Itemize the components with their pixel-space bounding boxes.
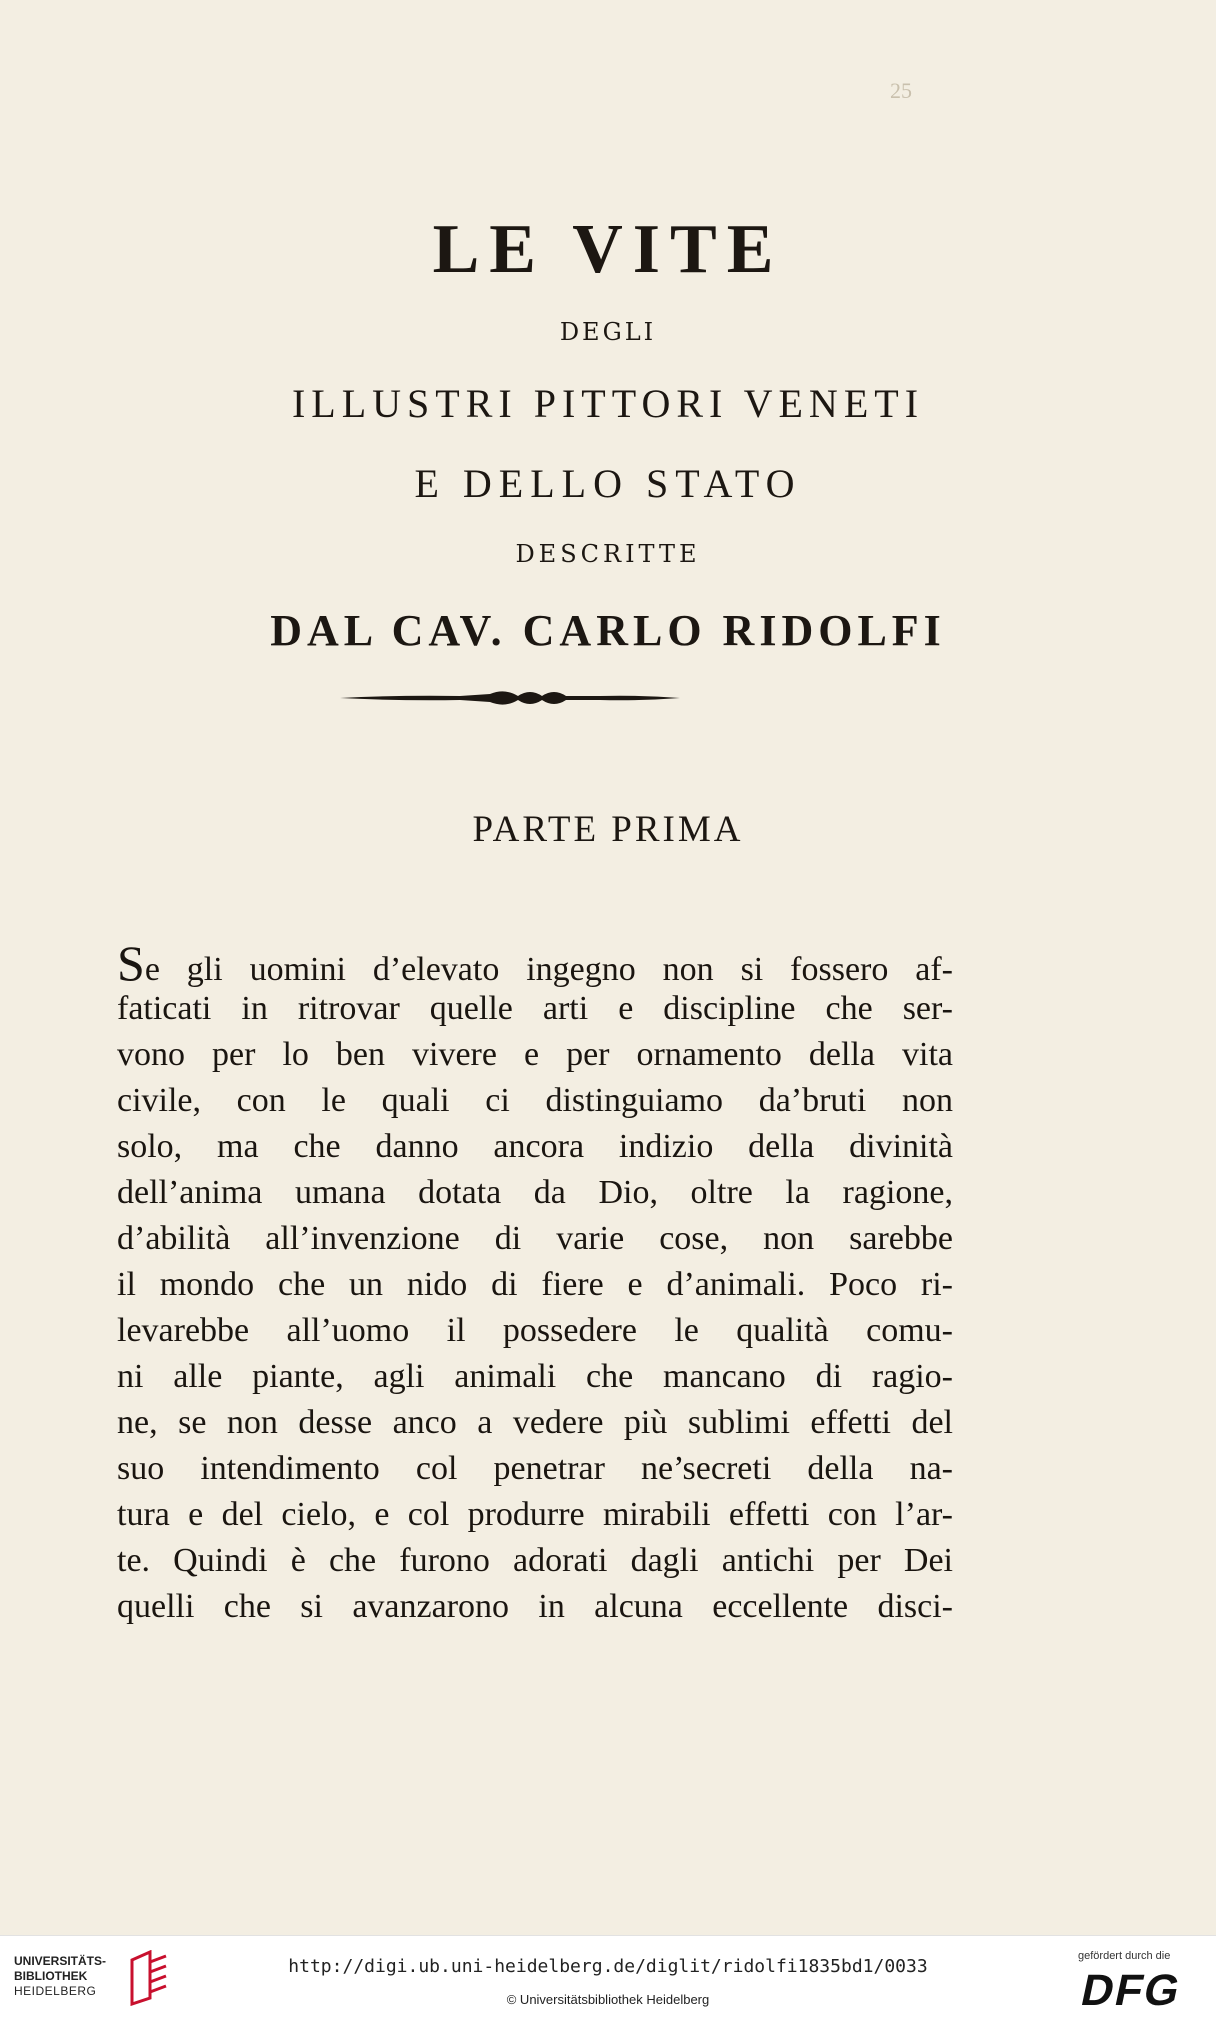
title-subject: ILLUSTRI PITTORI VENETI: [291, 381, 925, 426]
text-line: faticati in ritrovar quelle arti e discipline che ser-: [117, 990, 953, 1027]
copyright-notice: © Universitätsbibliothek Heidelberg: [506, 1992, 710, 2007]
text-line: te. Quindi è che furono adorati dagli antichi per Dei: [117, 1542, 953, 1579]
library-name-line1: UNIVERSITÄTS-: [14, 1954, 107, 1968]
text-line: Se gli uomini d’elevato ingegno non si fossero af-: [117, 935, 953, 991]
book-title: LE VITE: [432, 211, 784, 288]
text-line: ni alle piante, agli animali che mancano di ragio-: [117, 1358, 953, 1395]
initial-letter: S: [117, 935, 145, 991]
permalink-url[interactable]: http://digi.ub.uni-heidelberg.de/diglit/ridolfi1835bd1/0033: [288, 1956, 928, 1977]
text-line: ne, se non desse anco a vedere più sublimi effetti del: [117, 1404, 953, 1441]
library-name-line2: BIBLIOTHEK: [14, 1969, 88, 1983]
title-author: DAL CAV. CARLO RIDOLFI: [270, 606, 946, 655]
text-line: il mondo che un nido di fiere e d’animali. Poco ri-: [117, 1266, 953, 1303]
title-stato: E DELLO STATO: [414, 461, 802, 506]
text-line: vono per lo ben vivere e per ornamento della vita: [117, 1036, 953, 1073]
dfg-logo: DFG: [1076, 1966, 1187, 2015]
part-title: PARTE PRIMA: [472, 809, 744, 850]
text-line: suo intendimento col penetrar ne’secreti della na-: [117, 1450, 953, 1487]
text-line: dell’anima umana dotata da Dio, oltre la ragione,: [117, 1174, 953, 1211]
text-line: d’abilità all’invenzione di varie cose, non sarebbe: [117, 1220, 953, 1257]
text-line: tura e del cielo, e col produrre mirabili effetti con l’ar-: [117, 1496, 953, 1533]
ornament-rule: [340, 683, 680, 713]
text-line: levarebbe all’uomo il possedere le qualità comu-: [117, 1312, 953, 1349]
text-line: civile, con le quali ci distinguiamo da’bruti non: [117, 1082, 953, 1119]
text-line: solo, ma che danno ancora indizio della divinità: [117, 1128, 953, 1165]
page-number: 25: [890, 78, 912, 103]
title-degli: DEGLI: [559, 318, 657, 346]
library-name-line3: HEIDELBERG: [14, 1984, 97, 1998]
funding-label: gefördert durch die: [1078, 1950, 1171, 1962]
text-line: quelli che si avanzarono in alcuna eccellente disci-: [117, 1588, 953, 1625]
footer-bar: [0, 1935, 1216, 2022]
title-descritte: DESCRITTE: [515, 540, 701, 568]
body-text: [117, 935, 953, 1630]
